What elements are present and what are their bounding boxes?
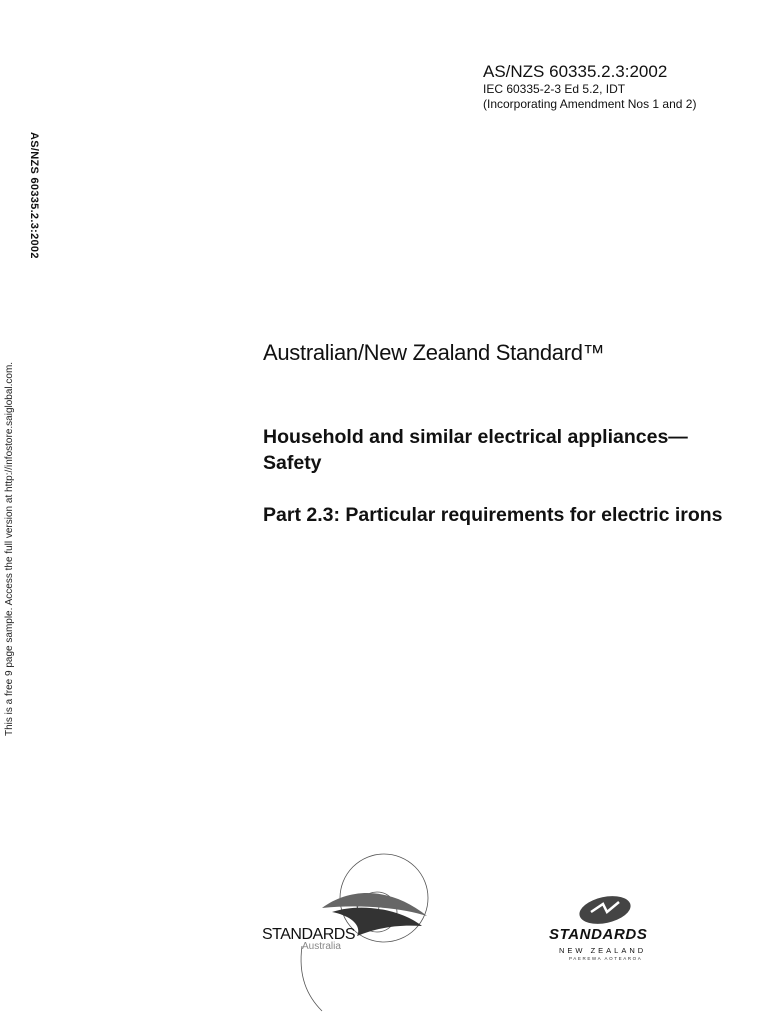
standards-new-zealand-maori-subtitle: PAEREWA AOTEAROA: [569, 956, 643, 961]
standard-title: Australian/New Zealand Standard™: [263, 340, 605, 365]
standard-subject: Household and similar electrical appliances—Safety: [263, 426, 688, 474]
sample-notice-text: This is a free 9 page sample. Access the full version at http://infostore.saiglobal.com.: [4, 361, 15, 736]
standard-part-title: Part 2.3: Particular requirements for electric irons: [263, 504, 723, 526]
standards-new-zealand-logo: [547, 890, 677, 970]
amendment-note: (Incorporating Amendment Nos 1 and 2): [483, 97, 697, 111]
standards-new-zealand-emblem-icon: [547, 890, 677, 930]
standards-australia-wordmark: STANDARDS: [262, 926, 355, 943]
standards-australia-subtitle: Australia: [302, 941, 341, 952]
standards-new-zealand-wordmark: STANDARDS: [549, 926, 648, 943]
document-identifier: [483, 62, 696, 112]
sample-notice: [4, 348, 18, 738]
side-document-code-text: AS/NZS 60335.2.3:2002: [28, 132, 40, 259]
document-number: AS/NZS 60335.2.3:2002: [483, 62, 668, 81]
standards-australia-logo: [262, 846, 452, 1016]
side-document-code: [26, 132, 46, 282]
iec-reference: IEC 60335-2-3 Ed 5.2, IDT: [483, 82, 626, 96]
standards-new-zealand-subtitle: NEW ZEALAND: [559, 946, 647, 955]
